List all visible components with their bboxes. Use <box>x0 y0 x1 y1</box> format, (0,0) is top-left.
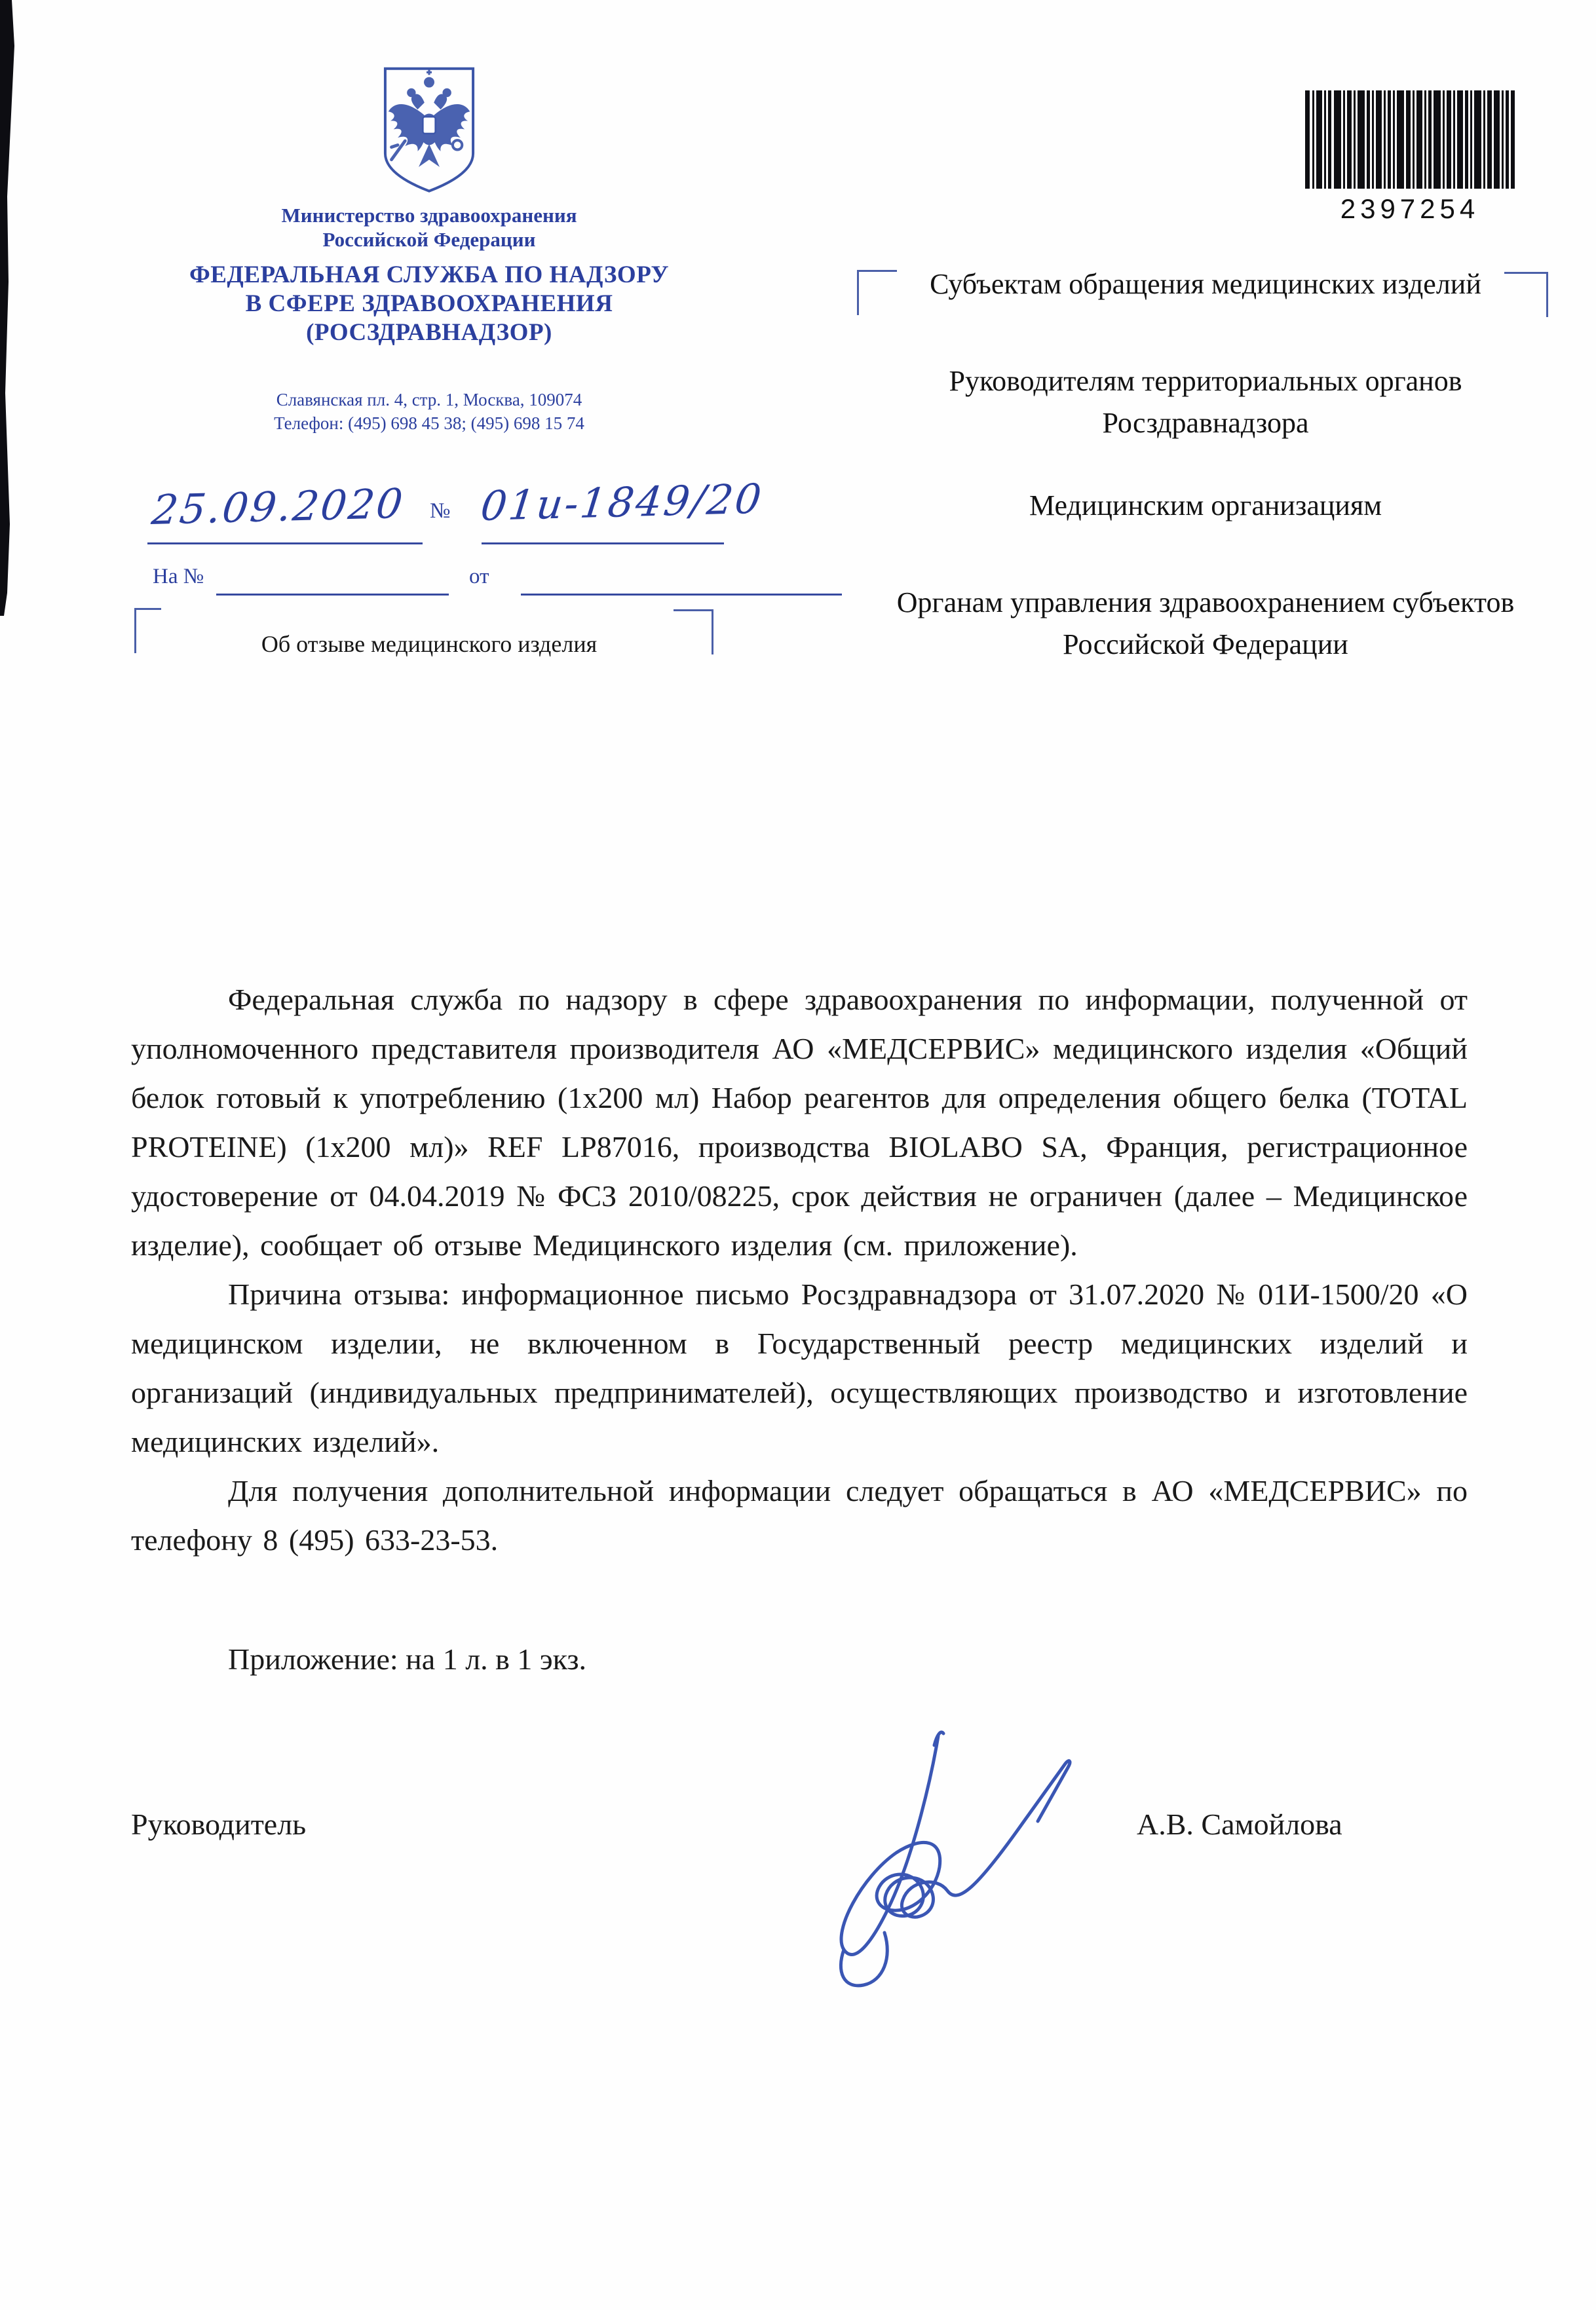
ministry-name <box>39 203 819 252</box>
ot-label: от <box>469 565 489 588</box>
signer-position-label: Руководитель <box>131 1808 307 1841</box>
addressee-item: Органам управления здравоохранением субъектов Российской Федерации <box>896 586 1515 660</box>
barcode-number: 2397254 <box>1340 193 1480 224</box>
handwritten-signature <box>747 1711 1192 1999</box>
letter-body <box>131 975 1468 1564</box>
service-line2: В СФЕРЕ ЗДРАВООХРАНЕНИЯ <box>245 290 613 317</box>
handwritten-number: 01и-1849/20 <box>478 474 766 530</box>
ministry-line2: Российской Федерации <box>322 228 536 251</box>
service-name <box>39 261 819 347</box>
addressee-list <box>891 263 1520 666</box>
phone-numbers: Телефон: (495) 698 45 38; (495) 698 15 74 <box>274 413 584 433</box>
handwritten-date: 25.09.2020 <box>149 479 408 534</box>
na-no-label: На № <box>153 565 204 588</box>
number-underline <box>482 542 724 544</box>
number-sign: № <box>430 499 451 523</box>
date-underline <box>147 542 423 544</box>
signer-name: А.В. Самойлова <box>1137 1808 1342 1841</box>
body-paragraph: Федеральная служба по надзору в сфере здравоохранения по информации, полученной от уполномоченного представителя производителя АО «МЕДСЕРВИС» медицинского изделия «Общий белок готовый к употреблению (1х200 мл) Набор реагентов для определения общего белка (TOTAL PROTEINE) (1х200 мл)» REF LP87016, производства BIOLABO SA, Франция, регистрационное удостоверение от 04.04.2019 № ФСЗ 2010/08225, срок действия не ограничен (далее – Медицинское изделие), сообщает об отзыве Медицинского изделия (см. приложение). <box>131 983 1468 1262</box>
registration-barcode <box>1305 90 1515 225</box>
barcode-bars <box>1305 90 1515 189</box>
scan-edge-artifact <box>0 0 22 629</box>
body-paragraph: Причина отзыва: информационное письмо Росздравнадзора от 31.07.2020 № 01И-1500/20 «О медицинском изделии, не включенном в Государственный реестр медицинских изделий и организаций (индивидуальных предпринимателей), осуществляющих производство и изготовление медицинских изделий». <box>131 1278 1468 1458</box>
ot-underline <box>521 594 842 596</box>
coat-of-arms-emblem <box>377 66 482 195</box>
service-line1: ФЕДЕРАЛЬНАЯ СЛУЖБА ПО НАДЗОРУ <box>189 261 670 288</box>
addressee-item: Субъектам обращения медицинских изделий <box>930 268 1481 300</box>
addressee-item: Руководителям территориальных органов Росздравнадзора <box>949 365 1462 439</box>
postal-address: Славянская пл. 4, стр. 1, Москва, 109074 <box>276 390 582 409</box>
body-paragraph: Для получения дополнительной информации следует обращаться в АО «МЕДСЕРВИС» по телефону 8 (495) 633-23-53. <box>131 1474 1468 1557</box>
na-no-underline <box>216 594 449 596</box>
service-line3: (РОСЗДРАВНАДЗОР) <box>306 319 552 346</box>
contact-block <box>39 388 819 435</box>
ministry-line1: Министерство здравоохранения <box>281 204 577 227</box>
subject-line: Об отзыве медицинского изделия <box>261 631 598 657</box>
addressee-item: Медицинским организациям <box>1029 489 1382 521</box>
attachment-line: Приложение: на 1 л. в 1 экз. <box>228 1642 587 1676</box>
